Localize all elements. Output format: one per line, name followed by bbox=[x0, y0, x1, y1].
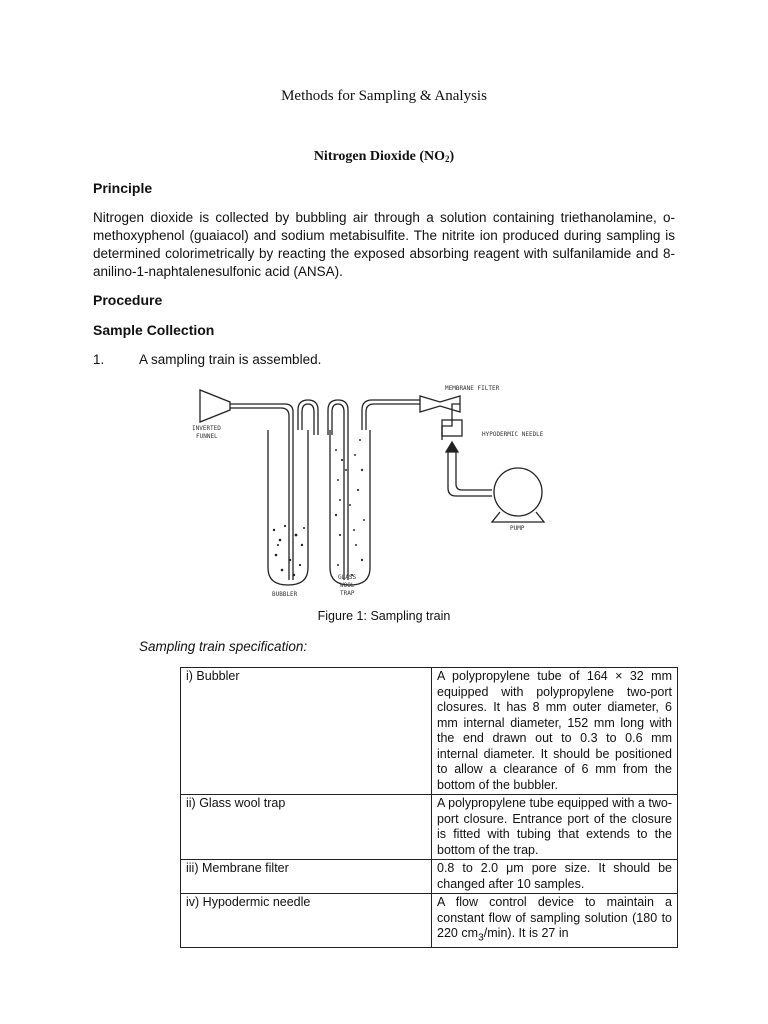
principle-heading: Principle bbox=[93, 180, 153, 196]
spec-label: Sampling train specification: bbox=[139, 639, 308, 654]
bubbler-tube bbox=[268, 430, 308, 585]
label-membrane: MEMBRANE FILTER bbox=[445, 385, 500, 392]
figure-caption: Figure 1: Sampling train bbox=[317, 609, 451, 623]
spec-table bbox=[180, 667, 678, 948]
section-title-close: ) bbox=[449, 149, 455, 164]
table-row bbox=[181, 795, 678, 860]
spec-description bbox=[432, 894, 678, 948]
spec-description-part-a: A flow control device to maintain a constant flow of sampling solution (180 to 220 cm bbox=[437, 895, 672, 940]
label-funnel-2: FUNNEL bbox=[196, 433, 218, 440]
label-trap-2: WOOL bbox=[340, 582, 355, 589]
document-header-title: Methods for Sampling & Analysis bbox=[281, 88, 487, 104]
spec-item: iv) Hypodermic needle bbox=[181, 894, 432, 948]
label-needle: HYPODERMIC NEEDLE bbox=[482, 431, 544, 438]
section-title-text: Nitrogen Dioxide (NO bbox=[313, 149, 445, 164]
table-row bbox=[181, 860, 678, 894]
spec-item: ii) Glass wool trap bbox=[181, 795, 432, 860]
label-funnel-1: INVERTED bbox=[192, 425, 221, 432]
section-title bbox=[0, 149, 768, 165]
spec-item: i) Bubbler bbox=[181, 668, 432, 795]
sampling-train-figure bbox=[190, 380, 570, 600]
spec-description-part-b: /min). It is 27 in bbox=[483, 926, 569, 940]
step-1-text: A sampling train is assembled. bbox=[139, 352, 322, 367]
spec-description: A polypropylene tube equipped with a two-port closure. Entrance port of the closure is fitted with tubing that extends to the bottom of the trap. bbox=[432, 795, 678, 860]
spec-description: 0.8 to 2.0 μm pore size. It should be changed after 10 samples. bbox=[432, 860, 678, 894]
sample-collection-heading: Sample Collection bbox=[93, 322, 215, 338]
pump-body bbox=[494, 468, 542, 516]
section-title-subscript: 2 bbox=[445, 154, 450, 164]
table-row bbox=[181, 668, 678, 795]
principle-paragraph: Nitrogen dioxide is collected by bubbling air through a solution containing triethanolamine, o-methoxyphenol (guaiacol) and sodium metabisulfite. The nitrite ion produced during sampling is determined colorimetrically by reacting the exposed absorbing reagent with sulfanilamide and 8-anilino-1-naphtalenesulfonic acid (ANSA). bbox=[93, 210, 675, 279]
label-trap-3: TRAP bbox=[340, 590, 355, 597]
procedure-heading: Procedure bbox=[93, 292, 163, 308]
label-bubbler: BUBBLER bbox=[272, 591, 298, 598]
label-pump: PUMP bbox=[510, 525, 525, 532]
spec-item: iii) Membrane filter bbox=[181, 860, 432, 894]
step-1-number: 1. bbox=[93, 352, 105, 367]
inverted-funnel-shape bbox=[200, 390, 230, 422]
spec-description-subscript: 3 bbox=[478, 932, 484, 944]
glass-wool-trap-tube bbox=[330, 430, 370, 585]
label-trap-1: GLASS bbox=[338, 574, 357, 581]
spec-description: A polypropylene tube of 164 × 32 mm equipped with polypropylene two-port closures. It has 8 mm outer diameter, 6 mm internal diameter, 152 mm long with the end drawn out to 0.3 to 0.6 mm internal diameter. It should be positioned to allow a clearance of 6 mm from the bottom of the bubbler. bbox=[432, 668, 678, 795]
table-row bbox=[181, 894, 678, 948]
